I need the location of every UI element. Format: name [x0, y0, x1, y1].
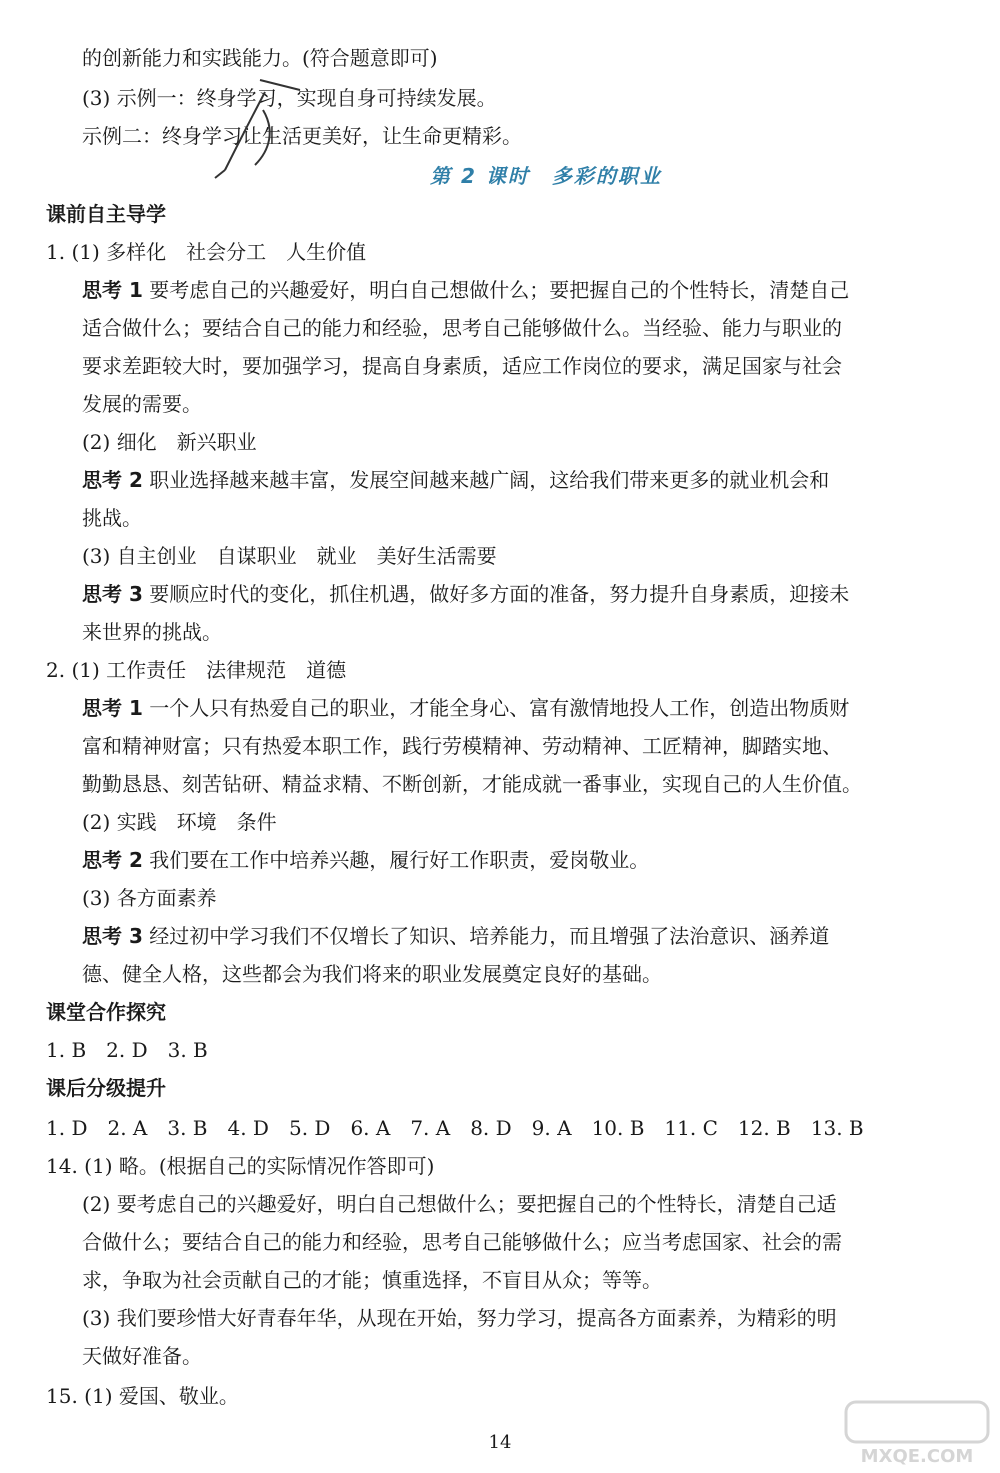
answer-line: (3) 自主创业 自谋职业 就业 美好生活需要 — [82, 544, 497, 568]
answer-line: 1. (1) 多样化 社会分工 人生价值 — [46, 240, 367, 264]
text-line: (2) 要考虑自己的兴趣爱好，明白自己想做什么；要把握自己的个性特长，清楚自己适 — [82, 1192, 837, 1216]
text-line: 要求差距较大时，要加强学习，提高自身素质，适应工作岗位的要求，满足国家与社会 — [82, 354, 842, 378]
think-line: 思考 1 一个人只有热爱自己的职业，才能全身心、富有激情地投人工作，创造出物质财 — [82, 696, 850, 720]
text-line: 合做什么；要结合自己的能力和经验，思考自己能够做什么；应当考虑国家、社会的需 — [82, 1230, 842, 1254]
text-line: 天做好准备。 — [82, 1344, 202, 1368]
text-line: (3) 示例一：终身学习，实现自身可持续发展。 — [82, 86, 497, 110]
think-label: 思考 2 — [82, 848, 143, 872]
text-line: 挑战。 — [82, 506, 142, 530]
answer-line: 1. D 2. A 3. B 4. D 5. D 6. A 7. A 8. D 9. A 10. B 11. C 12. B 13. B — [46, 1116, 864, 1140]
text-line: 求，争取为社会贡献自己的才能；慎重选择，不盲目从众；等等。 — [82, 1268, 662, 1292]
lesson-title: 第 2 课时 多彩的职业 — [430, 164, 662, 188]
think-label: 思考 1 — [82, 278, 143, 302]
section-heading: 课堂合作探究 — [46, 1000, 166, 1024]
text-line: 的创新能力和实践能力。(符合题意即可) — [82, 46, 438, 70]
think-label: 思考 3 — [82, 582, 143, 606]
section-heading: 课后分级提升 — [46, 1076, 166, 1100]
text-line: (3) 我们要珍惜大好青春年华，从现在开始，努力学习，提高各方面素养，为精彩的明 — [82, 1306, 837, 1330]
watermark-text: MXQE.COM — [860, 1446, 974, 1467]
page-number: 14 — [488, 1432, 512, 1453]
think-line: 思考 2 我们要在工作中培养兴趣，履行好工作职责，爱岗敬业。 — [82, 848, 650, 872]
text-line: 德、健全人格，这些都会为我们将来的职业发展奠定良好的基础。 — [82, 962, 662, 986]
answer-line: 2. (1) 工作责任 法律规范 道德 — [46, 658, 347, 682]
answer-line: (2) 细化 新兴职业 — [82, 430, 257, 454]
think-label: 思考 3 — [82, 924, 143, 948]
think-line: 思考 3 要顺应时代的变化，抓住机遇，做好多方面的准备，努力提升自身素质，迎接未 — [82, 582, 850, 606]
answer-line: (3) 各方面素养 — [82, 886, 217, 910]
answer-line: 1. B 2. D 3. B — [46, 1038, 208, 1062]
text-line: 示例二：终身学习让生活更美好，让生命更精彩。 — [82, 124, 522, 148]
pen-scribble-mark — [205, 70, 315, 180]
think-line: 思考 1 要考虑自己的兴趣爱好，明白自己想做什么；要把握自己的个性特长，清楚自己 — [82, 278, 850, 302]
text-line: 适合做什么；要结合自己的能力和经验，思考自己能够做什么。当经验、能力与职业的 — [82, 316, 842, 340]
text-line: 勤勤恳恳、刻苦钻研、精益求精、不断创新，才能成就一番事业，实现自己的人生价值。 — [82, 772, 862, 796]
answer-line: (2) 实践 环境 条件 — [82, 810, 277, 834]
section-heading: 课前自主导学 — [46, 202, 166, 226]
text-line: 来世界的挑战。 — [82, 620, 222, 644]
think-line: 思考 3 经过初中学习我们不仅增长了知识、培养能力，而且增强了法治意识、涵养道 — [82, 924, 830, 948]
text-line: 发展的需要。 — [82, 392, 202, 416]
think-label: 思考 2 — [82, 468, 143, 492]
think-label: 思考 1 — [82, 696, 143, 720]
think-line: 思考 2 职业选择越来越丰富，发展空间越来越广阔，这给我们带来更多的就业机会和 — [82, 468, 830, 492]
watermark-logo — [842, 1398, 992, 1468]
answer-line: 15. (1) 爱国、敬业。 — [46, 1384, 239, 1408]
answer-line: 14. (1) 略。(根据自己的实际情况作答即可) — [46, 1154, 435, 1178]
text-line: 富和精神财富；只有热爱本职工作，践行劳模精神、劳动精神、工匠精神，脚踏实地、 — [82, 734, 842, 758]
